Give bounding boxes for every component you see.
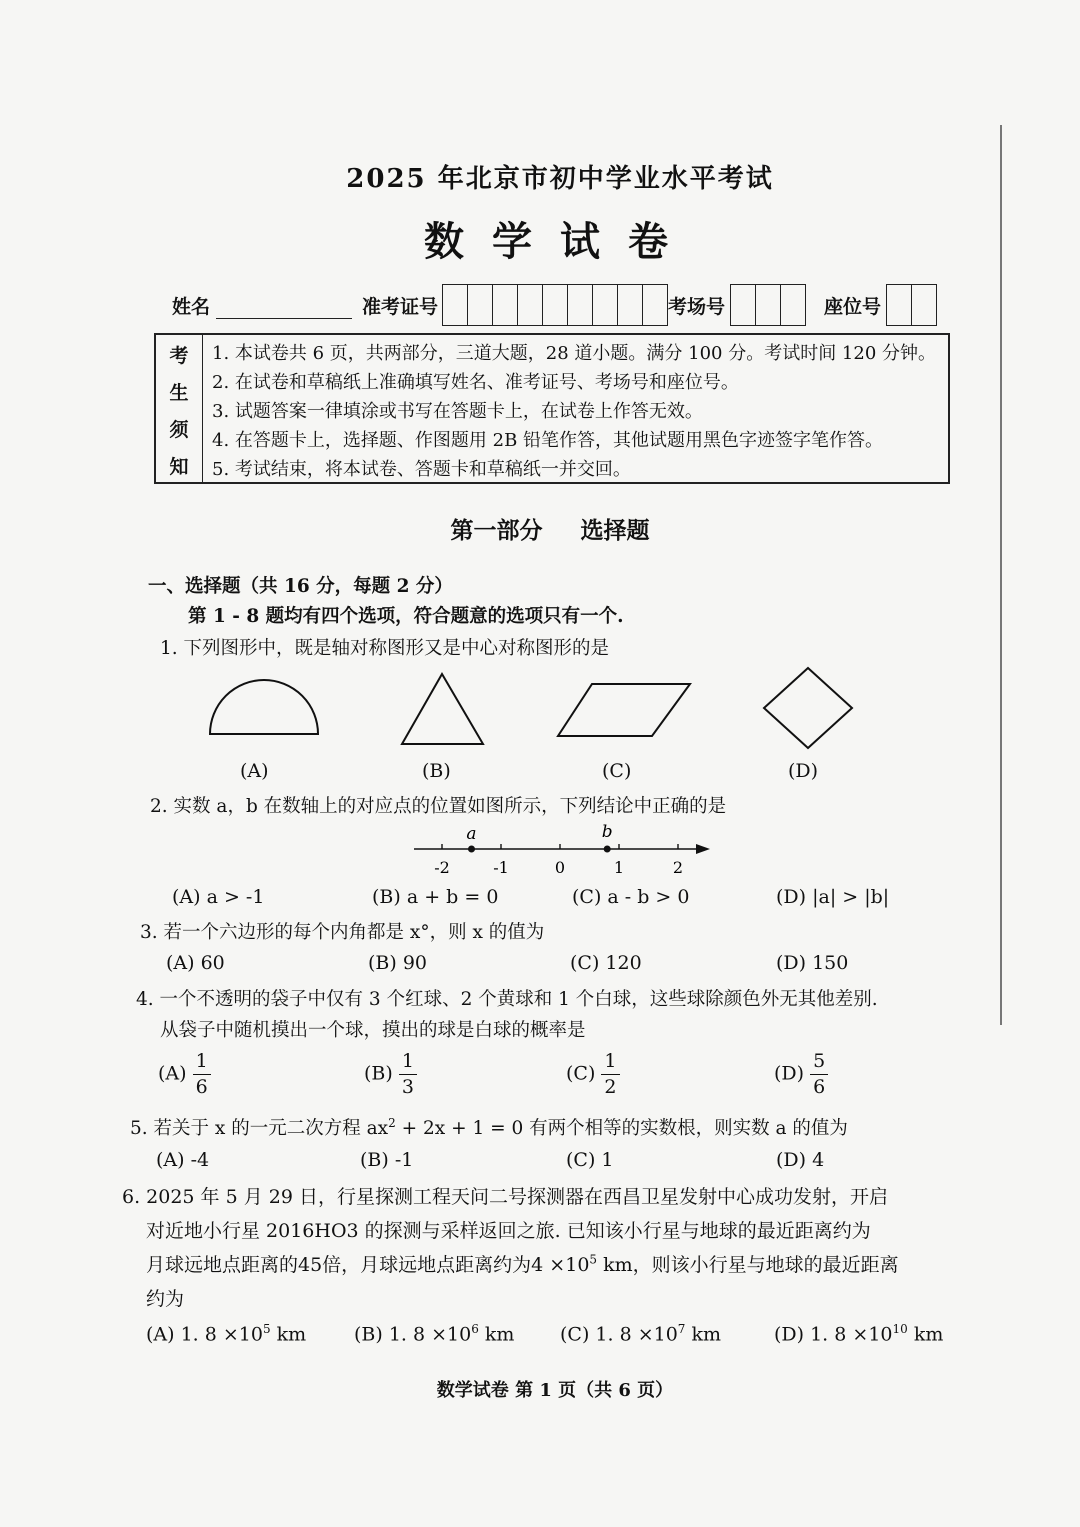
q5-stem: 5. 若关于 x 的一元二次方程 $ax^2 + 2x + 1 = 0$ 有两个相等的实数根，则实数 a 的值为 [130, 1115, 848, 1139]
notice-side-char: 生 [169, 382, 189, 404]
q4-option-c [566, 1052, 620, 1097]
seat-label: 座位号 [824, 296, 882, 318]
number-line-tick-label: 0 [554, 858, 566, 877]
q5-option-a: (A) -4 [156, 1149, 210, 1171]
fraction: $\frac{1}{2}$ [601, 1052, 619, 1097]
q1-stem: 1. 下列图形中，既是轴对称图形又是中心对称图形的是 [160, 638, 610, 659]
q6-option-a: (A) 1. $8 \times 10^5$ km [146, 1322, 307, 1346]
notice-item: 2. 在试卷和草稿纸上准确填写姓名、准考证号、考场号和座位号。 [212, 372, 739, 393]
arrow-right-icon [696, 844, 710, 854]
q3-stem: 3. 若一个六边形的每个内角都是 x°，则 x 的值为 [140, 922, 545, 943]
point-b-dot [604, 846, 611, 853]
room-label: 考场号 [668, 296, 726, 318]
notice-side-char: 须 [169, 419, 189, 441]
notice-side-char: 考 [169, 345, 189, 367]
q5-option-b: (B) -1 [360, 1149, 414, 1171]
number-line-tick-label: 2 [672, 858, 684, 877]
notice-item: 4. 在答题卡上，选择题、作图题用 2B 铅笔作答，其他试题用黑色字迹签字笔作答。 [212, 430, 884, 451]
q4-stem-line2: 从袋子中随机摸出一个球，摸出的球是白球的概率是 [160, 1020, 586, 1041]
q3-option-d: (D) 150 [776, 952, 849, 974]
semicircle-shape [210, 680, 318, 734]
page-footer: 数学试卷 第 1 页（共 6 页） [436, 1380, 674, 1401]
q4-option-d [774, 1052, 828, 1097]
q3-option-b: (B) 90 [368, 952, 428, 974]
subject-title: 数学试卷 [424, 218, 696, 265]
q1-label-d: (D) [788, 760, 819, 782]
q2-option-a: (A) a > -1 [172, 886, 265, 908]
part-title: 第一部分 选择题 [450, 517, 650, 544]
q1-shapes [190, 660, 890, 760]
fraction: $\frac{5}{6}$ [810, 1052, 828, 1097]
q2-option-b: (B) a + b = 0 [372, 886, 499, 908]
notice-item: 1. 本试卷共 6 页，共两部分，三道大题，28 道小题。满分 100 分。考试时间 120 分钟。 [212, 343, 937, 364]
notice-item: 3. 试题答案一律填涂或书写在答题卡上，在试卷上作答无效。 [212, 401, 703, 422]
square-shape [764, 668, 852, 748]
q5-option-d: (D) 4 [776, 1149, 825, 1171]
number-line-tick-label: -1 [493, 858, 509, 877]
section-instruction: 第 1 - 8 题均有四个选项，符合题意的选项只有一个. [188, 606, 624, 627]
q6-line3: 月球远地点距离的45倍，月球远地点距离约为$4 \times 10^5$ km，则该小行星与地球的最近距离 [146, 1252, 899, 1276]
ticket-label: 准考证号 [362, 296, 439, 318]
candidate-notice-box [154, 333, 950, 484]
q1-label-a: (A) [240, 760, 269, 782]
point-a-label: a [466, 824, 477, 844]
fraction: $\frac{1}{6}$ [193, 1052, 211, 1097]
q4-stem-line1: 4. 一个不透明的袋子中仅有 3 个红球、2 个黄球和 1 个白球，这些球除颜色外无其他差别. [136, 989, 878, 1010]
point-a-dot [468, 846, 475, 853]
q2-number-line [400, 818, 730, 882]
q1-label-c: (C) [602, 760, 632, 782]
q2-option-c: (C) a - b > 0 [572, 886, 690, 908]
q1-label-b: (B) [422, 760, 451, 782]
q4-option-b-label: (B) [364, 1062, 393, 1085]
q4-option-a-label: (A) [158, 1062, 187, 1085]
q3-option-a: (A) 60 [166, 952, 225, 974]
q6-option-d: (D) 1. $8 \times 10^{10}$ km [774, 1322, 944, 1346]
q2-option-d: (D) |a| > |b| [776, 886, 890, 908]
q4-option-c-label: (C) [566, 1062, 596, 1085]
notice-side-char: 知 [169, 456, 189, 478]
exam-name: 2025 年北京市初中学业水平考试 [346, 164, 774, 194]
notice-side-label [156, 335, 203, 482]
name-field[interactable] [216, 318, 352, 319]
q4-option-a [158, 1052, 211, 1097]
fraction: $\frac{1}{3}$ [399, 1052, 417, 1097]
q6-option-c: (C) 1. $8 \times 10^7$ km [560, 1322, 722, 1346]
q4-option-d-label: (D) [774, 1062, 805, 1085]
ticket-number-boxes[interactable] [442, 284, 668, 326]
name-label: 姓名 [172, 296, 211, 318]
q6-option-b: (B) 1. $8 \times 10^6$ km [354, 1322, 515, 1346]
q6-line2: 对近地小行星 2016HO3 的探测与采样返回之旅. 已知该小行星与地球的最近距离约为 [146, 1220, 871, 1242]
q6-line1: 6. 2025 年 5 月 29 日，行星探测工程天问二号探测器在西昌卫星发射中心成功发射，开启 [122, 1186, 888, 1208]
number-line-tick-label: 1 [613, 858, 625, 877]
notice-item: 5. 考试结束，将本试卷、答题卡和草稿纸一并交回。 [212, 459, 631, 480]
point-b-label: b [601, 822, 613, 842]
triangle-shape [402, 674, 483, 744]
q6-line4: 约为 [146, 1288, 185, 1310]
section-heading: 一、选择题（共 16 分，每题 2 分） [148, 576, 453, 597]
room-number-boxes[interactable] [730, 284, 806, 326]
q5-option-c: (C) 1 [566, 1149, 614, 1171]
number-line-tick-label: -2 [434, 858, 450, 877]
q3-option-c: (C) 120 [570, 952, 642, 974]
seat-number-boxes[interactable] [886, 284, 937, 326]
q4-option-b [364, 1052, 417, 1097]
q2-stem: 2. 实数 a，b 在数轴上的对应点的位置如图所示，下列结论中正确的是 [150, 796, 727, 817]
parallelogram-shape [558, 684, 690, 736]
